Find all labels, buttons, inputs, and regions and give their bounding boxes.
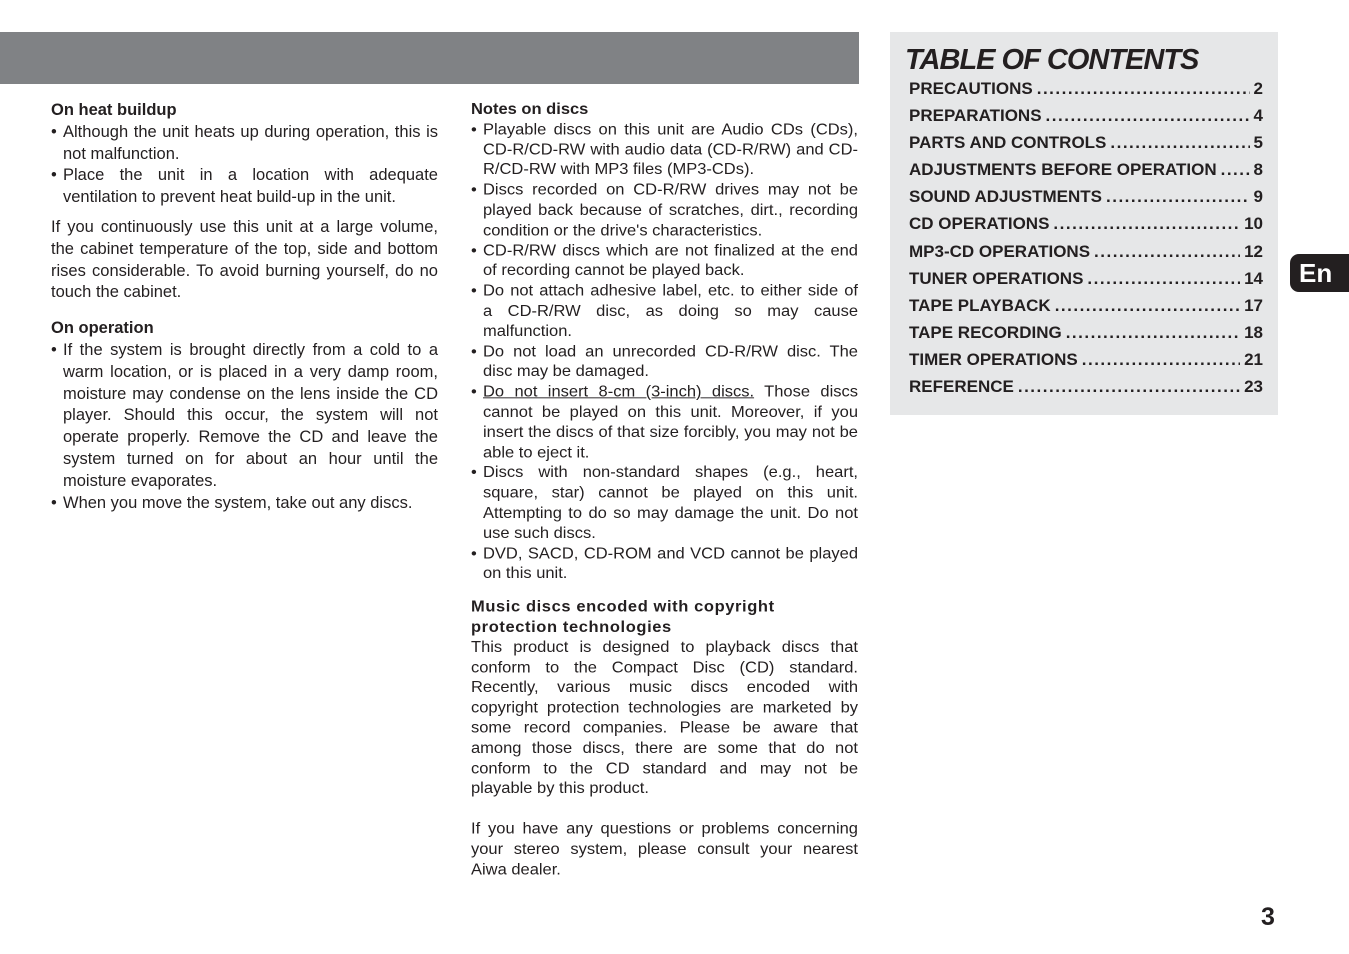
toc-entry-page: 4 <box>1253 106 1263 126</box>
toc-entry-label: PRECAUTIONS <box>909 79 1033 98</box>
toc-dot-leader <box>1106 187 1250 207</box>
toc-dot-leader <box>1018 377 1240 397</box>
discs-heading: Notes on discs <box>471 100 589 118</box>
bullet-item: • DVD, SACD, CD-ROM and VCD cannot be played on this unit. <box>471 544 858 584</box>
toc-entry[interactable] <box>909 242 1263 269</box>
bullet-item: • Although the unit heats up during operation, this is not malfunction. <box>51 122 438 166</box>
bullet-item: • Do not attach adhesive label, etc. to either side of a CD-R/RW disc, as doing so may cause malfunction. <box>471 282 858 343</box>
toc-entry-page: 2 <box>1253 79 1263 98</box>
toc-entry-page: 21 <box>1244 349 1263 369</box>
toc-title: TABLE OF CONTENTS <box>905 44 1199 76</box>
toc-entry[interactable] <box>909 160 1263 187</box>
toc-entry[interactable] <box>909 377 1263 404</box>
toc-entry-label: CD OPERATIONS <box>909 214 1050 234</box>
bullet-item: • Discs recorded on CD-R/RW drives may not be played back because of scratches, dirt., recording condition or the drive's characteristics. <box>471 181 858 242</box>
operation-bullets <box>51 340 438 514</box>
toc-list <box>909 79 1263 404</box>
toc-entry-page: 10 <box>1244 214 1263 234</box>
toc-entry[interactable] <box>909 133 1263 160</box>
heat-bullets <box>51 122 438 209</box>
toc-entry-label: SOUND ADJUSTMENTS <box>909 187 1102 207</box>
toc-entry-page: 18 <box>1244 322 1263 342</box>
header-bar <box>0 32 859 84</box>
table-of-contents <box>890 32 1278 415</box>
toc-entry-page: 8 <box>1253 160 1263 180</box>
copyright-heading: Music discs encoded with copyright protection technologies <box>471 598 775 636</box>
toc-dot-leader <box>1037 79 1250 99</box>
toc-entry-label: PREPARATIONS <box>909 106 1042 126</box>
language-tab: En <box>1290 254 1349 292</box>
left-column <box>51 100 438 514</box>
toc-dot-leader <box>1221 160 1250 180</box>
toc-dot-leader <box>1094 242 1240 262</box>
toc-entry-label: TAPE RECORDING <box>909 322 1062 342</box>
toc-dot-leader <box>1110 133 1249 153</box>
toc-entry[interactable] <box>909 214 1263 241</box>
toc-entry[interactable] <box>909 79 1263 106</box>
operation-heading: On operation <box>51 319 154 338</box>
bullet-item-8cm-warning <box>471 383 858 464</box>
toc-entry[interactable] <box>909 296 1263 323</box>
bullet-item: • CD-R/RW discs which are not finalized at the end of recording cannot be played back. <box>471 241 858 281</box>
toc-entry-label: PARTS AND CONTROLS <box>909 133 1107 153</box>
toc-entry-page: 23 <box>1244 377 1263 397</box>
toc-entry-page: 12 <box>1244 241 1263 261</box>
toc-entry[interactable] <box>909 269 1263 296</box>
toc-entry-page: 17 <box>1244 295 1263 315</box>
toc-entry-label: ADJUSTMENTS BEFORE OPERATION <box>909 160 1217 180</box>
heat-paragraph: If you continuously use this unit at a large volume, the cabinet temperature of the top, side and bottom rises considerable. To avoid burning yourself, do no touch the cabinet. <box>51 217 438 302</box>
disc-bullets <box>471 120 858 584</box>
toc-dot-leader <box>1087 269 1240 289</box>
toc-dot-leader <box>1055 296 1240 316</box>
toc-entry-page: 5 <box>1253 133 1263 153</box>
toc-entry-label: TIMER OPERATIONS <box>909 349 1078 369</box>
bullet-item: • Discs with non-standard shapes (e.g., heart, square, star) cannot be played on this unit. Attempting to do so may damage the unit. Do not use such discs. <box>471 463 858 544</box>
toc-entry[interactable] <box>909 323 1263 350</box>
contact-paragraph: If you have any questions or problems concerning your stereo system, please consult your nearest Aiwa dealer. <box>471 820 858 878</box>
toc-dot-leader <box>1082 350 1240 370</box>
bullet-item: • When you move the system, take out any discs. <box>51 493 438 515</box>
toc-entry-label: TUNER OPERATIONS <box>909 268 1084 288</box>
toc-entry[interactable] <box>909 350 1263 377</box>
warning-rest: Those discs cannot be played on this unit. Moreover, if you insert the discs of that size forcibly, you may not be able to eject it. <box>483 383 858 461</box>
toc-entry-page: 9 <box>1253 187 1263 207</box>
toc-dot-leader <box>1053 214 1240 234</box>
toc-dot-leader <box>1046 106 1250 126</box>
toc-entry-label: REFERENCE <box>909 377 1014 397</box>
page-number: 3 <box>1261 903 1275 931</box>
toc-entry[interactable] <box>909 106 1263 133</box>
heat-heading: On heat buildup <box>51 101 177 119</box>
toc-entry-page: 14 <box>1244 268 1263 288</box>
underlined-warning: Do not insert 8-cm (3-inch) discs. <box>483 383 755 401</box>
bullet-item: • Playable discs on this unit are Audio CDs (CDs), CD-R/CD-RW with audio data (CD-R/RW) and CD-R/CD-RW with MP3 files (MP3-CDs). <box>471 120 858 181</box>
toc-entry-label: MP3-CD OPERATIONS <box>909 241 1091 261</box>
toc-dot-leader <box>1066 323 1240 343</box>
right-column <box>471 100 858 880</box>
bullet-item: • If the system is brought directly from a cold to a warm location, or is placed in a very damp room, moisture may condense on the lens inside the CD player. Should this occur, the system will not operate properly. Remove the CD and leave the system turned on for about an hour until the moisture evaporates. <box>51 340 438 493</box>
bullet-item: • Do not load an unrecorded CD-R/RW disc. The disc may be damaged. <box>471 342 858 382</box>
bullet-item: • Place the unit in a location with adequate ventilation to prevent heat build-up in the unit. <box>51 165 438 209</box>
toc-entry-label: TAPE PLAYBACK <box>909 295 1051 315</box>
copyright-paragraph: This product is designed to playback discs that conform to the Compact Disc (CD) standard. Recently, various music discs encoded with copyright protection technologies are marketed by some record companies. Please be aware that among those discs, there are some that do not conform to the CD standard and may not be playable by this product. <box>471 638 858 797</box>
toc-entry[interactable] <box>909 187 1263 214</box>
